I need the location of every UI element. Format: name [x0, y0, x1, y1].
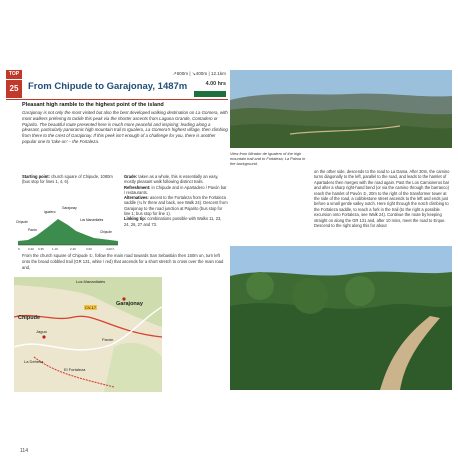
photo-caption: View from Mirador de Igualero of the high mountain trail and to Fortaleza; La Palma in the background.: [230, 151, 306, 166]
profile-place-2: Pavón: [28, 228, 38, 232]
svg-text:3.00: 3.00: [86, 247, 92, 251]
route-map: [14, 277, 162, 392]
map-label-fortaleza: El Fortaleza: [64, 367, 86, 372]
info-column-b: [124, 174, 228, 227]
right-page-text: on the other side, descends to the road to La Dama. After 30m, the camino turns diagonally to the left, parallel to the road, and leads to the hamlet of Apartadero then merges with the road again. Past the Los Camioneros bar and after a sharp right-hand bend (or via the camino through the barranco) reach the hamlet of Pavón ②, 20m to the right of the transformer tower at the side of the road, a cobblestone street ascends to the left and ends just before a small gentle valley notch. Here right through the notch climbing to the Fortaleza saddle, to reach a fork in the trail (to the right a possible excursion onto Fortaleza, see Walk 24). Continue the route by keeping straight on along the GR 131 and, after 10 mins, meet the road to Erque. Descend to the right along this for about: [314, 169, 450, 229]
right-page: [230, 70, 452, 388]
svg-text:0: 0: [18, 247, 20, 251]
difficulty-bar: [194, 91, 226, 97]
svg-text:0.35: 0.35: [38, 247, 44, 251]
map-road-label: CV-17: [85, 305, 97, 310]
route-duration: 4.00 hrs: [205, 81, 226, 87]
info-starting-point: Starting point: church square of Chipude, 1080m (bus stop for lines 1, 4, 6).: [22, 174, 113, 185]
route-title: From Chipude to Garajonay, 1487m: [28, 81, 188, 92]
mountain-photo: [230, 70, 452, 148]
page-number: 114: [20, 448, 28, 454]
svg-text:2.40: 2.40: [70, 247, 76, 251]
route-subtitle: Pleasant high ramble to the highest point of the island: [22, 102, 164, 108]
profile-place-6: Chipude: [100, 230, 112, 234]
left-page: [6, 70, 228, 454]
map-label-garajonay: Garajonay: [116, 301, 143, 307]
map-label-la-dehesa: La Dehesa: [24, 359, 44, 364]
info-column-a: [22, 174, 120, 185]
route-number: 25: [6, 80, 22, 98]
info-grade: Grade: taken as a whole, this is essentially an easy, mostly pleasant walk following distinct trails.: [124, 174, 219, 185]
svg-text:1.10: 1.10: [52, 247, 58, 251]
profile-times: [18, 247, 115, 251]
profile-place-4: Garajonay: [62, 206, 77, 210]
map-graphics: [14, 277, 162, 392]
info-refreshment: Refreshment: in Chipude and in Apartadero / Pavón bar / restaurants.: [124, 184, 227, 195]
map-label-jaguo: Jaguo: [36, 329, 47, 334]
route-intro: Garajonay is not only the most visited but also the best developed walking destination on La Gomera, with most walkers prefering to tackle this peak via the shorter ascents from Laguna Grande, Contadero or Pajarito. The beautiful route presented here is much more peaceful and inspiring: leading along a pleasant, particularly panoramic high mountain trail to Igualero, La Gomera's highest village, then climbing from there to the crest of Garajonay. If this peek isn't enough of a challenge for you, there is another popular one to 'take on' – the Fortaleza.: [22, 110, 228, 144]
map-label-los-manantiales: Los Manantiales: [76, 279, 106, 284]
forest-photo: [230, 246, 452, 390]
info-linking-tip: Linking tip: combinations possible with Walks 11, 23, 24, 26, 27 and 73.: [124, 216, 222, 227]
elevation-profile: [14, 205, 122, 251]
route-body-text: From the church square of Chipude ①, follow the main road towards San Sebastián then 150m on, turn left onto the broad cobbled trail (GR 131, white / red) that ascends for a short stretch to cross over the main road and,: [22, 253, 224, 270]
svg-text:4.00 h: 4.00 h: [106, 247, 115, 251]
title-rule: [6, 99, 228, 100]
route-stats: ↗600m | ↘400m | 12.1km: [172, 71, 226, 76]
svg-text:0.20: 0.20: [28, 247, 34, 251]
profile-place-5: Los Manantiales: [80, 218, 104, 222]
map-label-pavon: Pavón: [102, 337, 114, 342]
profile-place-1: Chipude: [16, 220, 28, 224]
profile-place-3: Igualero: [44, 210, 56, 214]
map-label-chipude: Chipude: [18, 315, 40, 321]
top-tab: TOP: [6, 70, 22, 79]
info-alternatives: Alternatives: ascent to the Fortaleza from the Fortaleza saddle (¼ hr there and back, see Walk 24). Descent from Garajonay to the road junction at Pajarito (bus stop for line 1; bus stop for line 1).: [124, 195, 228, 217]
